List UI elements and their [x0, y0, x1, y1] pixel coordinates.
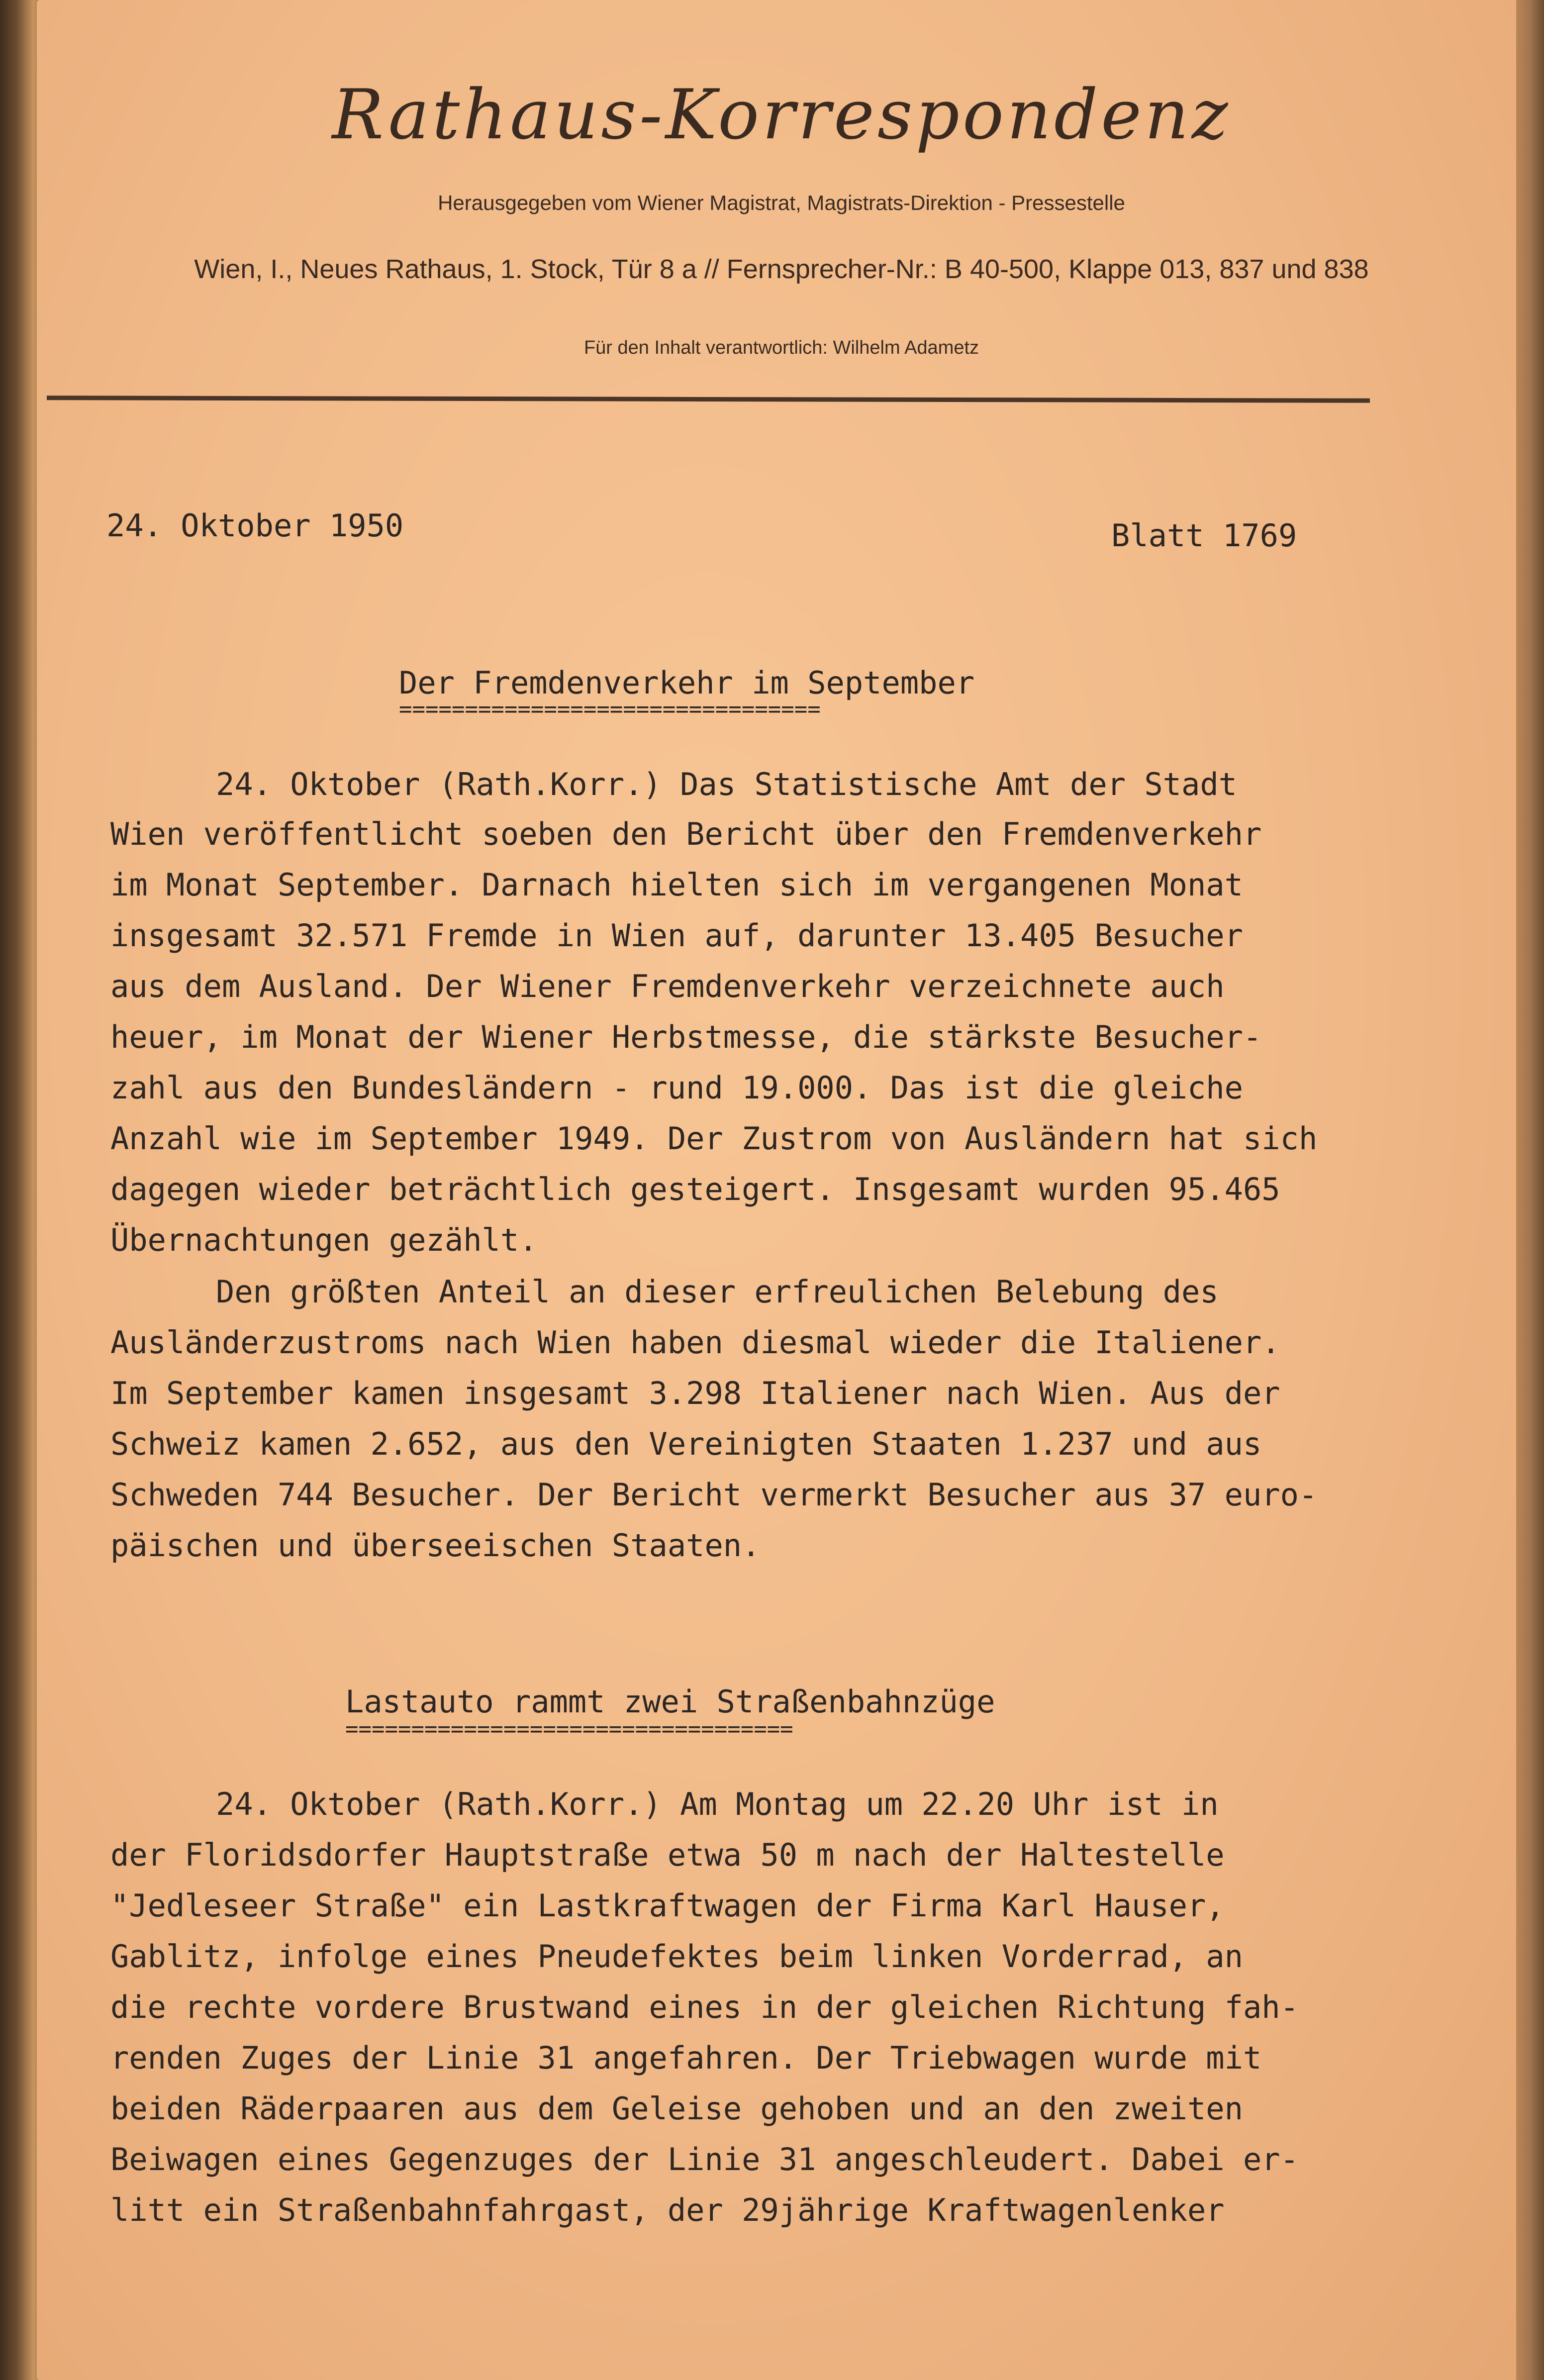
article-line: Schweden 744 Besucher. Der Bericht vermerkt Besucher aus 37 euro-	[110, 1477, 1318, 1513]
title-underline: ================================	[399, 696, 821, 722]
article-line: päischen und überseeischen Staaten.	[110, 1527, 761, 1564]
article-line: renden Zuges der Linie 31 angefahren. Der Triebwagen wurde mit	[110, 2040, 1262, 2076]
masthead-address: Wien, I., Neues Rathaus, 1. Stock, Tür 8 a // Fernsprecher-Nr.: B 40-500, Klappe 013, 837 und 838	[194, 254, 1369, 284]
article-title: Der Fremdenverkehr im September	[399, 665, 975, 701]
article-line: Beiwagen eines Gegenzuges der Linie 31 angeschleudert. Dabei er-	[110, 2141, 1299, 2178]
article-line: beiden Räderpaaren aus dem Geleise gehoben und an den zweiten	[110, 2090, 1243, 2127]
page-edge	[1516, 0, 1544, 2380]
article-line: Ausländerzustroms nach Wien haben diesmal wieder die Italiener.	[110, 1324, 1280, 1361]
article-line: Den größten Anteil an dieser erfreulichen Belebung des	[216, 1274, 1219, 1310]
article-line: Schweiz kamen 2.652, aus den Vereinigten Staaten 1.237 und aus	[110, 1426, 1262, 1462]
issue-date: 24. Oktober 1950	[106, 507, 404, 544]
masthead-title: Rathaus-Korrespondenz	[332, 75, 1231, 155]
title-underline: ==================================	[345, 1716, 793, 1742]
article-line: Anzahl wie im September 1949. Der Zustrom von Ausländern hat sich	[110, 1120, 1318, 1157]
article-line: im Monat September. Darnach hielten sich im vergangenen Monat	[110, 867, 1243, 903]
sheet-number: Blatt 1769	[1111, 517, 1297, 554]
article-line: litt ein Straßenbahnfahrgast, der 29jährige Kraftwagenlenker	[110, 2192, 1225, 2228]
article-line: Im September kamen insgesamt 3.298 Italiener nach Wien. Aus der	[110, 1375, 1280, 1411]
article-line: "Jedleseer Straße" ein Lastkraftwagen der Firma Karl Hauser,	[110, 1887, 1225, 1924]
masthead-publisher: Herausgegeben vom Wiener Magistrat, Magistrats-Direktion - Pressestelle	[438, 191, 1125, 214]
article-line: 24. Oktober (Rath.Korr.) Das Statistische Amt der Stadt	[216, 766, 1237, 802]
article-line: heuer, im Monat der Wiener Herbstmesse, die stärkste Besucher-	[110, 1019, 1262, 1055]
article-line: Übernachtungen gezählt.	[110, 1222, 538, 1258]
article-title: Lastauto rammt zwei Straßenbahnzüge	[345, 1684, 995, 1720]
article-line: aus dem Ausland. Der Wiener Fremdenverkehr verzeichnete auch	[110, 968, 1225, 1004]
page	[37, 0, 1526, 2380]
article-line: der Floridsdorfer Hauptstraße etwa 50 m nach der Haltestelle	[110, 1837, 1225, 1873]
article-line: die rechte vordere Brustwand eines in der gleichen Richtung fah-	[110, 1989, 1299, 2025]
article-line: Wien veröffentlicht soeben den Bericht über den Fremdenverkehr	[110, 816, 1262, 852]
article-line: insgesamt 32.571 Fremde in Wien auf, darunter 13.405 Besucher	[110, 917, 1243, 954]
article-line: Gablitz, infolge eines Pneudefektes beim linken Vorderrad, an	[110, 1938, 1243, 1975]
article-line: 24. Oktober (Rath.Korr.) Am Montag um 22.20 Uhr ist in	[216, 1786, 1219, 1822]
masthead-rule	[47, 396, 1370, 403]
article-line: zahl aus den Bundesländern - rund 19.000. Das ist die gleiche	[110, 1070, 1243, 1106]
masthead-responsible: Für den Inhalt verantwortlich: Wilhelm Adametz	[583, 337, 979, 358]
article-line: dagegen wieder beträchtlich gesteigert. Insgesamt wurden 95.465	[110, 1171, 1280, 1207]
